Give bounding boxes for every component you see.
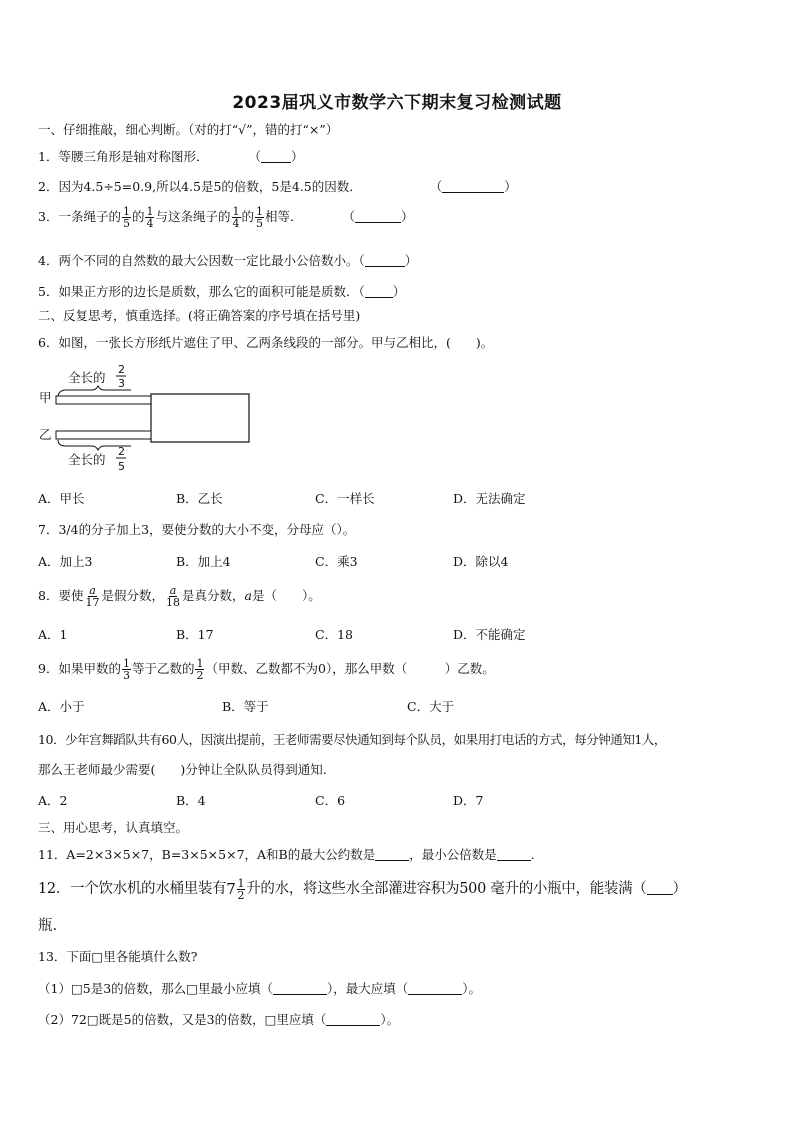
question-text: 因为4.5÷5=0.9,所以4.5是5的倍数，5是4.5的因数．: [58, 179, 362, 194]
option-a[interactable]: A．甲长: [38, 491, 85, 506]
fraction: $\frac{1}{4}$: [146, 205, 154, 230]
fraction: $\frac{a}{17}$: [85, 584, 100, 609]
fraction: $\frac{1}{2}$: [196, 657, 204, 682]
answer-blank[interactable]: [365, 254, 405, 267]
answer-blank-gcd[interactable]: [375, 848, 409, 861]
option-c[interactable]: C．一样长: [315, 491, 375, 506]
svg-text:3: 3: [118, 377, 125, 390]
option-d[interactable]: D．不能确定: [453, 627, 526, 642]
option-b[interactable]: B．17: [176, 627, 214, 642]
question-13-part-1: （1）□5是3的倍数，那么□里最小应填（ ），最大应填（ ）。: [38, 981, 482, 996]
question-3: 3．一条绳子的 $\frac{1}{5}$ 的 $\frac{1}{4}$ 与这条绳子的 $\frac{1}{4}$ 的 $\frac{1}{5}$ 相等． （ ）: [38, 205, 414, 230]
option-c[interactable]: C．18: [315, 627, 353, 642]
answer-blank-max[interactable]: [408, 982, 462, 995]
answer-blank[interactable]: [647, 882, 673, 895]
fraction: $\frac{1}{4}$: [232, 205, 240, 230]
question-4: 4．两个不同的自然数的最大公因数一定比最小公倍数小。（ ）: [38, 253, 418, 268]
question-text: 两个不同的自然数的最大公因数一定比最小公倍数小。（: [58, 253, 365, 268]
question-12-continued: 瓶.: [38, 918, 58, 934]
question-number: 1．: [38, 149, 59, 164]
option-c[interactable]: C．乘3: [315, 554, 358, 569]
question-9: 9．如果甲数的 $\frac{1}{3}$ 等于乙数的 $\frac{1}{2}$ （甲数、乙数都不为0），那么甲数（ ）乙数。: [38, 657, 495, 682]
question-5: 5．如果正方形的边长是质数，那么它的面积可能是质数．（ ）: [38, 284, 406, 299]
option-d[interactable]: D．无法确定: [453, 491, 526, 506]
question-1: 1．等腰三角形是轴对称图形． （ ）: [38, 149, 304, 164]
page-title: 2023届巩义市数学六下期末复习检测试题: [232, 93, 562, 113]
answer-blank[interactable]: [442, 180, 504, 193]
fraction: $\frac{1}{5}$: [256, 205, 264, 230]
answer-blank[interactable]: [355, 210, 401, 223]
section-2-heading: 二、反复思考，慎重选择。(将正确答案的序号填在括号里): [38, 308, 361, 323]
question-10: 10．少年宫舞蹈队共有60人，因演出提前，王老师需要尽快通知到每个队员，如果用打电话的方式，每分钟通知1人，: [38, 732, 666, 747]
figure-bottom-label: 全长的: [68, 452, 106, 467]
svg-text:5: 5: [118, 460, 125, 473]
option-d[interactable]: D．除以4: [453, 554, 509, 569]
segment-jia: [56, 396, 151, 404]
question-text: 下面□里各能填什么数?: [66, 949, 198, 964]
question-2: 2．因为4.5÷5=0.9,所以4.5是5的倍数，5是4.5的因数． （ ）: [38, 179, 517, 194]
question-text: 3/4的分子加上3，要使分数的大小不变，分母应（）。: [58, 522, 356, 537]
figure-top-label: 全长的: [68, 370, 106, 385]
question-10-continued: 那么王老师最少需要( )分钟让全队队员得到通知.: [38, 762, 327, 777]
option-b[interactable]: B．等于: [222, 699, 269, 714]
question-8: 8．要使 $\frac{a}{17}$ 是假分数， $\frac{a}{18}$ 是真分数，a是（ ）。: [38, 584, 321, 609]
answer-blank-lcm[interactable]: [497, 848, 531, 861]
segment-yi: [56, 431, 151, 439]
section-1-heading: 一、仔细推敲，细心判断。（对的打“√”，错的打“×”）: [38, 122, 339, 137]
option-b[interactable]: B．加上4: [176, 554, 231, 569]
question-11: 11．A=2×3×5×7，B=3×5×5×7，A和B的最大公约数是 ，最小公倍数是 .: [38, 847, 535, 862]
segment-label-jia: 甲: [39, 390, 52, 405]
svg-text:2: 2: [118, 445, 125, 458]
svg-text:2: 2: [118, 363, 125, 376]
question-6: 6．如图，一张长方形纸片遮住了甲、乙两条线段的一部分。甲与乙相比，( )。: [38, 335, 494, 350]
fraction: $\frac{1}{3}$: [122, 657, 130, 682]
option-b[interactable]: B．4: [176, 793, 206, 808]
answer-blank[interactable]: [365, 285, 393, 298]
question-13: 13．下面□里各能填什么数?: [38, 949, 198, 964]
option-a[interactable]: A．加上3: [38, 554, 93, 569]
answer-blank[interactable]: [326, 1013, 380, 1026]
option-a[interactable]: A．2: [38, 793, 68, 808]
section-3-heading: 三、用心思考，认真填空。: [38, 820, 189, 835]
question-text: 等腰三角形是轴对称图形．: [58, 149, 209, 164]
segment-figure: [36, 360, 266, 475]
question-12: 12．一个饮水机的水桶里装有 7 $\frac{1}{2}$ 升的水，将这些水全部灌进容积为500 毫升的小瓶中，能装满（ ）: [38, 876, 687, 902]
question-7: 7．3/4的分子加上3，要使分数的大小不变，分母应（）。: [38, 522, 356, 537]
fraction: $\frac{a}{18}$: [165, 584, 180, 609]
option-a[interactable]: A．小于: [38, 699, 85, 714]
question-13-part-2: （2）72□既是5的倍数，又是3的倍数，□里应填（ ）。: [38, 1012, 400, 1027]
mixed-number: 7 $\frac{1}{2}$: [226, 876, 245, 902]
option-d[interactable]: D．7: [453, 793, 484, 808]
option-c[interactable]: C．大于: [407, 699, 455, 714]
paper-rectangle: [151, 394, 249, 442]
question-text: 少年宫舞蹈队共有60人，因演出提前，王老师需要尽快通知到每个队员，如果用打电话的方式，每分钟通知1人，: [65, 732, 666, 747]
option-a[interactable]: A．1: [38, 627, 68, 642]
question-text: 如果正方形的边长是质数，那么它的面积可能是质数．（: [58, 284, 365, 299]
answer-blank[interactable]: [261, 150, 291, 163]
question-text: 如图，一张长方形纸片遮住了甲、乙两条线段的一部分。甲与乙相比，( )。: [58, 335, 494, 350]
segment-label-yi: 乙: [39, 427, 52, 442]
fraction: $\frac{1}{5}$: [122, 205, 130, 230]
answer-blank-min[interactable]: [273, 982, 327, 995]
option-c[interactable]: C．6: [315, 793, 346, 808]
option-b[interactable]: B．乙长: [176, 491, 223, 506]
